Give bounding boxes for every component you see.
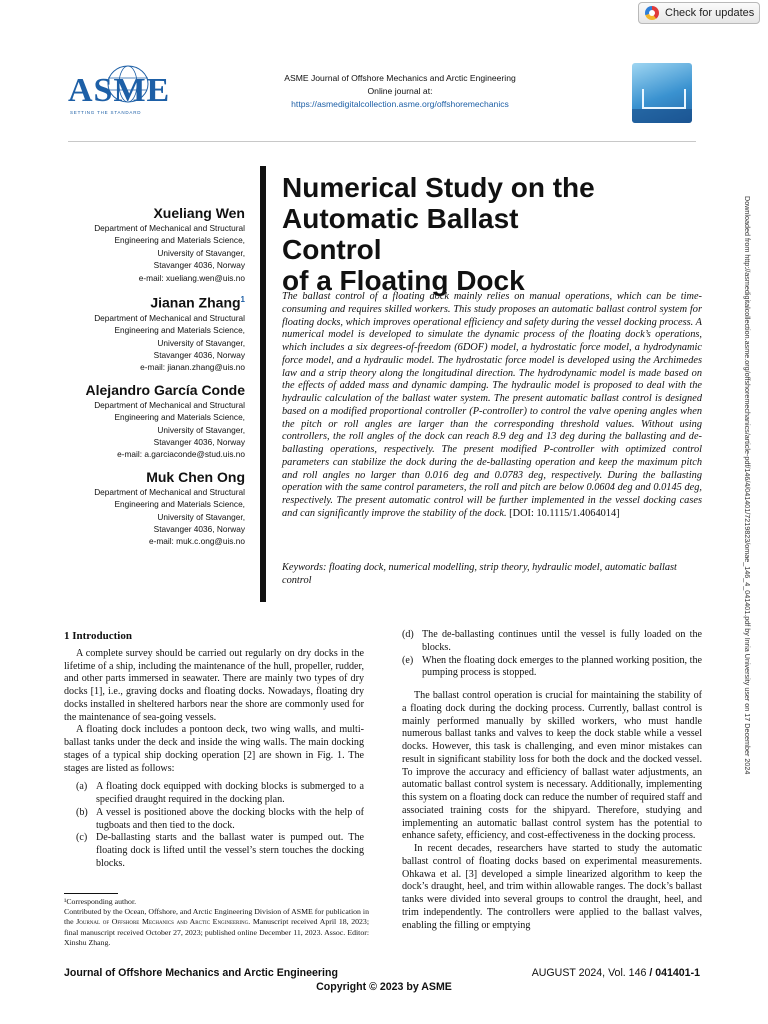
doi-link[interactable]: [DOI: 10.1115/1.4064014]: [509, 507, 620, 519]
list-item: [64, 807, 364, 833]
affiliation-line: University of Stavanger,: [157, 337, 245, 348]
footnote-text: Contributed by the Ocean, Offshore, and Arctic Engineering Division of ASME for publication in the: [64, 907, 369, 927]
author-name: Muk Chen Ong: [146, 468, 245, 485]
author-name: Alejandro García Conde: [85, 381, 245, 398]
list-item-text: The de-ballasting continues until the vessel is fully loaded on the blocks.: [422, 629, 702, 653]
journal-cover-image: [632, 63, 692, 123]
affiliation-line: Stavanger 4036, Norway: [153, 349, 245, 360]
affiliation-line: Stavanger 4036, Norway: [153, 260, 245, 271]
journal-header: [250, 72, 550, 111]
affiliation-line: Department of Mechanical and Structural: [94, 399, 245, 410]
footer-page-number: 041401-1: [655, 967, 700, 979]
footer-journal: Journal of Offshore Mechanics and Arctic Engineering: [64, 967, 338, 979]
affiliation-line: University of Stavanger,: [157, 424, 245, 435]
body-column-right: [402, 629, 702, 932]
download-watermark-text[interactable]: Downloaded from http://asmedigitalcollection.asme.org/offshoremechanics/article-pdf/146/4/041401/7219823/omae_146_4_041401.pdf by Inria University user on 17 December 2024: [743, 196, 752, 775]
author-email[interactable]: e-mail: a.garciaconde@stud.uis.no: [117, 449, 245, 460]
footnote-text: . Manuscript received April 18, 2023; final manuscript received October 27, 2023; published online December 11, 2023. Assoc. Editor: Xinshu Zhang.: [64, 917, 369, 947]
corresponding-author-mark[interactable]: 1: [240, 295, 245, 305]
list-item-label: (b): [76, 806, 88, 818]
header-divider: [68, 141, 696, 142]
affiliation-line: Engineering and Materials Science,: [114, 325, 245, 336]
affiliation-line: Engineering and Materials Science,: [114, 499, 245, 510]
affiliation-line: Department of Mechanical and Structural: [94, 312, 245, 323]
title-bar-divider: [260, 166, 266, 602]
list-item-text: De-ballasting starts and the ballast water is pumped out. The floating dock is lifted until the vessel’s stern touches the docking blocks.: [96, 832, 364, 869]
author-name-text: Jianan Zhang: [150, 294, 241, 311]
affiliation-line: Department of Mechanical and Structural: [94, 223, 245, 233]
author-block: [70, 204, 245, 284]
section-heading: 1 Introduction: [64, 630, 132, 642]
list-item-text: A floating dock equipped with docking blocks is submerged to a specified draught required in the docking plan.: [96, 781, 364, 805]
footer-slash: /: [649, 967, 653, 979]
article-title: [282, 172, 612, 296]
footnote-publication: [64, 907, 369, 948]
check-for-updates-button[interactable]: [638, 2, 760, 24]
logo-tagline: SETTING THE STANDARD: [70, 110, 142, 115]
title-line: of a Floating Dock: [282, 265, 525, 296]
logo-text: ASME: [68, 72, 171, 109]
affiliation-line: Stavanger 4036, Norway: [153, 523, 245, 534]
affiliation-line: Stavanger 4036, Norway: [153, 436, 245, 447]
list-item-label: (d): [402, 629, 414, 640]
title-line: Numerical Study on the: [282, 172, 595, 203]
download-watermark: [740, 196, 752, 896]
author-email[interactable]: e-mail: muk.c.ong@uis.no: [148, 536, 245, 547]
affiliation-line: University of Stavanger,: [157, 511, 245, 522]
list-item: [402, 655, 702, 681]
abstract: [282, 291, 702, 521]
affiliation-line: Engineering and Materials Science,: [114, 235, 245, 246]
author-email[interactable]: e-mail: xueliang.wen@uis.no: [138, 272, 245, 283]
footer-issue: [470, 967, 700, 979]
author-block: [70, 381, 245, 461]
author-name: Xueliang Wen: [153, 205, 245, 221]
keywords: Keywords: floating dock, numerical modelling, strip theory, hydraulic model, automatic ballast control: [282, 562, 677, 586]
journal-url-link[interactable]: https://asmedigitalcollection.asme.org/offshoremechanics: [291, 99, 509, 109]
list-item-label: (e): [402, 654, 414, 666]
abstract-text: The ballast control of a floating dock mainly relies on manual operations, which can be time-consuming and requires skilled workers. This study proposes an automatic ballast control system for floating docks, which improves operational efficiency and safety during the vessel docking process. A numerical model is developed to simulate the dynamic process of the floating dock’s operations, which includes a six degrees-of-freedom (6DOF) model, a hydrostatic force model, a hydrodynamic force model, and a hydraulic model. The hydrostatic force model is developed using the Archimedes law and a strip theory along the longitudinal direction. The hydrodynamic model is made based on the effects of added mass and dynamic damping. The hydraulic model is proposed to deal with the hydraulic calculation of the ballast water system. The present automatic ballast control is designed based on a modified proportional controller (P-controller) to control the valve opening angles when the pitch or roll angles are larger than the corresponding threshold values. Without using controllers, the roll angles of the dock can reach 8.9 deg and 13 deg during the ballasting and de-ballasting operations, respectively. The present modified P-controller with optimized control parameters can stabilize the dock during the de-ballasting operation and keep the maximum pitch and roll angles no larger than 0.016 deg and 0.0783 deg, respectively. During the ballasting operation with the same control parameters, the roll and pitch are below 0.0604 deg and 0.0145 deg, respectively. The present automatic control will be further implemented in the vessel docking cases and can significantly improve the stability of the dock.: [282, 291, 702, 519]
footnote-rule: [64, 893, 118, 894]
author-block: [70, 468, 245, 548]
author-name: [70, 291, 245, 312]
online-label: Online journal at:: [367, 86, 433, 96]
footnote-corresponding: ¹Corresponding author.: [64, 897, 137, 906]
author-email[interactable]: e-mail: jianan.zhang@uis.no: [140, 362, 245, 373]
paragraph: The ballast control operation is crucial for maintaining the stability of a floating dock during the docking process. Currently, ballast control is mainly performed manually by skilled workers, who must handle numerous ballast tanks and valves to keep the dock stable while a vessel docks. However, this task is challenging, and even minor mistakes can result in significant stability loss for both the dock and the docked vessel. To improve the accuracy and efficiency of ballast water adjustments, an automatic ballast control system is necessary. Additionally, implementing this system on a floating dock can reduce the number of required staff and associated training costs for the shipyard. Therefore, studying and implementing an automatic ballast control system has the potential to enhance safety, efficiency, and cost-effectiveness in the docking process.: [402, 690, 702, 842]
title-line: Automatic Ballast Control: [282, 203, 519, 265]
paragraph: In recent decades, researchers have started to study the automatic ballast control of floating docks based on experimental measurements. Ohkawa et al. [3] developed a simple linearized algorithm to keep the dock’s draught, heel, and trim within allowable ranges. The dock’s ballast tanks were divided into several groups to control the draught, heel, and trim independently. The controllers were applied to the ballast valves, enabling the filling or emptying: [402, 843, 702, 931]
paragraph: A complete survey should be carried out regularly on dry docks in the lifetime of a ship, including the maintenance of the hull, propeller, rudder, and other parts immersed in seawater. There are mainly two types of dry docks [1], i.e., graving docks and floating docks. Nowadays, floating dry docks installed in sheltered harbors near the shore are commonly used for the maintenance of sea-going vessels.: [64, 647, 364, 723]
footnote-journal: Journal of Offshore Mechanics and Arctic Engineering: [76, 917, 249, 927]
paragraph: A floating dock includes a pontoon deck, two wing walls, and multi-ballast tanks under the deck and inside the wing walls. The main docking stages of a typical ship docking operation [2] are shown in Fig. 1. The stages are listed as follows:: [64, 724, 364, 774]
journal-name: ASME Journal of Offshore Mechanics and Arctic Engineering: [284, 73, 516, 83]
asme-logo: [68, 62, 171, 122]
list-item-label: (a): [76, 781, 88, 793]
affiliation-line: Engineering and Materials Science,: [114, 412, 245, 423]
list-item: [64, 832, 364, 870]
author-block: [70, 291, 245, 374]
docking-stages-list-continued: [402, 629, 702, 680]
check-for-updates-label: Check for updates: [665, 7, 755, 19]
update-icon: [645, 6, 659, 20]
affiliation-line: Department of Mechanical and Structural: [94, 486, 245, 497]
list-item-text: A vessel is positioned above the docking blocks with the help of tugboats and then tied to the dock.: [96, 806, 364, 831]
footnote: [64, 897, 369, 948]
list-item: [64, 781, 364, 807]
footer-copyright: Copyright © 2023 by ASME: [316, 981, 452, 993]
list-item-text: When the floating dock emerges to the planned working position, the pumping process is stopped.: [422, 654, 702, 679]
body-column-left: [64, 630, 364, 871]
docking-stages-list: [64, 781, 364, 870]
list-item: [402, 629, 702, 655]
author-list: [70, 204, 245, 555]
list-item-label: (c): [76, 832, 88, 844]
affiliation-line: University of Stavanger,: [157, 247, 245, 258]
footer-issue-text: AUGUST 2024, Vol. 146: [531, 967, 647, 979]
